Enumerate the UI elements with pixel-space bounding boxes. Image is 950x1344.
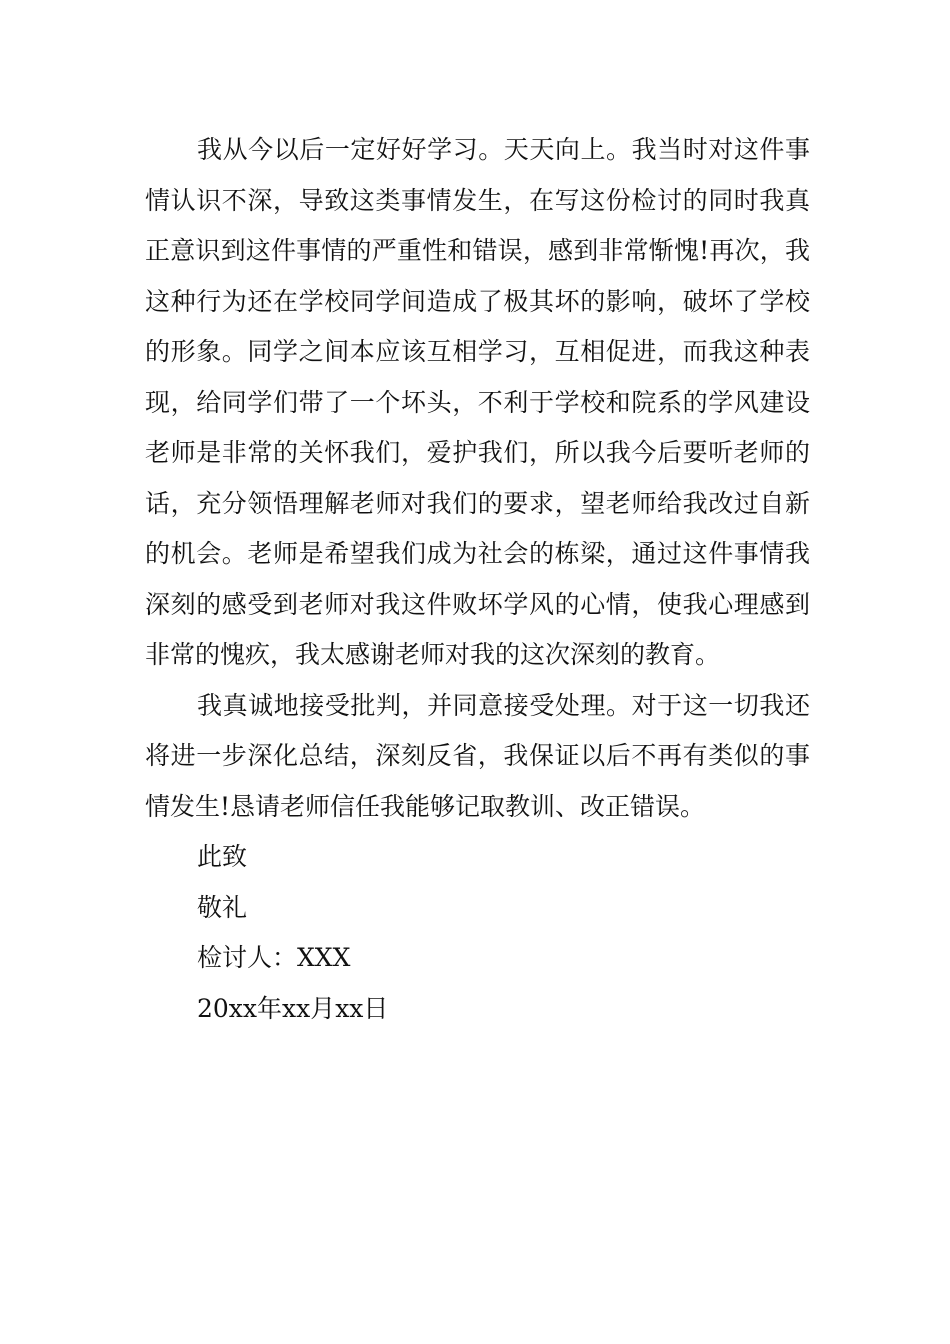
closing-text: 此致: [197, 842, 248, 871]
paragraph-2: 我真诚地接受批判，并同意接受处理。对于这一切我还将进一步深化总结，深刻反省，我保证以后不再有类似的事情发生!恳请老师信任我能够记取教训、改正错误。: [145, 690, 810, 821]
salutation-text: 敬礼: [197, 892, 248, 922]
letter-body: [145, 125, 810, 1034]
date-line: 20xx年xx月xx日: [197, 993, 389, 1023]
signature-line: 检讨人：XXX: [197, 943, 351, 972]
paragraph-1: 我从今以后一定好好学习。天天向上。我当时对这件事情认识不深，导致这类事情发生，在写这份检讨的同时我真正意识到这件事情的严重性和错误，感到非常惭愧!再次，我这种行为还在学校同学间造成了极其坏的影响，破坏了学校的形象。同学之间本应该互相学习，互相促进，而我这种表现，给同学们带了一个坏头，不利于学校和院系的学风建设 老师是非常的关怀我们，爱护我们，所以我今后要听老师的话，充分领悟理解老师对我们的要求，望老师给我改过自新的机会。老师是希望我们成为社会的栋梁，通过这件事情我深刻的感受到老师对我这件败坏学风的心情，使我心理感到非常的愧疚，我太感谢老师对我的这次深刻的教育。: [145, 135, 810, 669]
